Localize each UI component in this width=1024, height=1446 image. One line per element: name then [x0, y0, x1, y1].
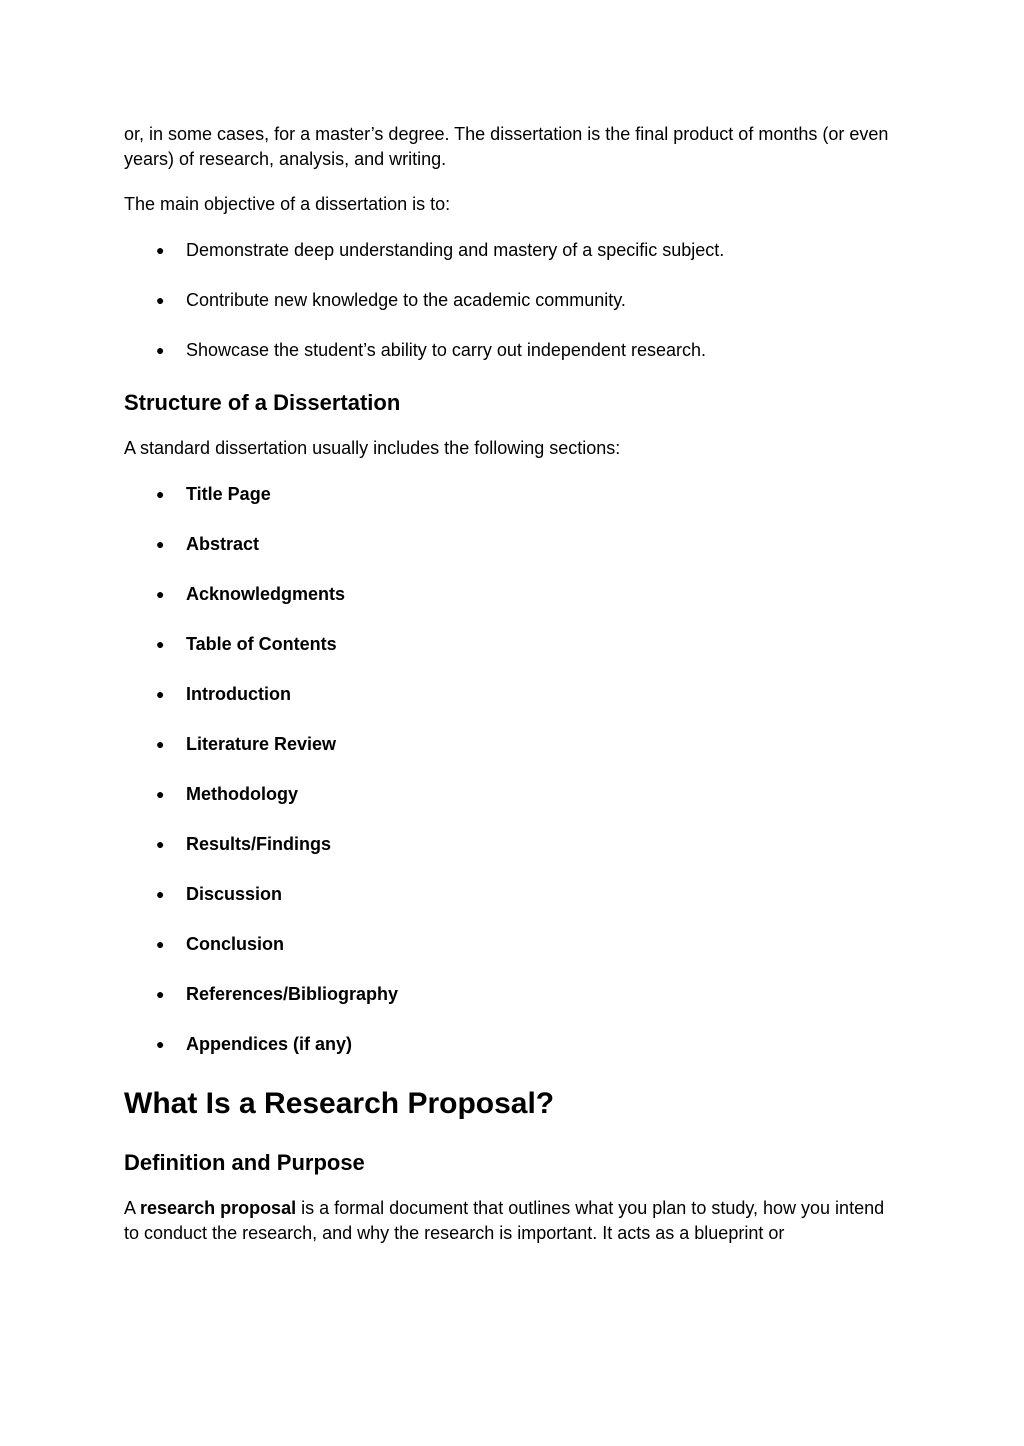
list-item: [124, 582, 894, 607]
document-page: [124, 122, 894, 1246]
bullet-icon: ●: [156, 636, 165, 652]
bullet-icon: ●: [156, 242, 165, 258]
list-item-text: Table of Contents: [186, 634, 337, 654]
list-item: [124, 632, 894, 657]
structure-heading: Structure of a Dissertation: [124, 390, 401, 415]
list-item-text: Literature Review: [186, 734, 337, 754]
definition-paragraph: [124, 1196, 894, 1246]
bullet-icon: ●: [156, 736, 165, 752]
list-item-text: Abstract: [186, 534, 260, 554]
bullet-icon: ●: [156, 786, 165, 802]
bullet-icon: ●: [156, 486, 165, 502]
list-item-text: Contribute new knowledge to the academic community.: [186, 290, 626, 310]
list-item: [124, 532, 894, 557]
objectives-list: [124, 238, 894, 363]
bullet-icon: ●: [156, 986, 165, 1002]
list-item: [124, 238, 894, 263]
list-item: [124, 782, 894, 807]
bullet-icon: ●: [156, 936, 165, 952]
list-item: [124, 288, 894, 313]
bullet-icon: ●: [156, 836, 165, 852]
definition-rest: is a formal document that outlines what you plan to study, how you intend to conduct the research, and why the research is important. It acts as a blueprint or: [124, 1198, 885, 1243]
list-item: [124, 1032, 894, 1057]
list-item: [124, 682, 894, 707]
list-item-text: Acknowledgments: [186, 584, 346, 604]
list-item: [124, 482, 894, 507]
bullet-icon: ●: [156, 686, 165, 702]
list-item-text: Conclusion: [186, 934, 284, 954]
list-item-text: Results/Findings: [186, 834, 332, 854]
proposal-heading: What Is a Research Proposal?: [124, 1087, 555, 1120]
bullet-icon: ●: [156, 886, 165, 902]
list-item: [124, 932, 894, 957]
intro-paragraph: or, in some cases, for a master’s degree. The dissertation is the final product of months (or even years) of research, analysis, and writing.: [124, 124, 889, 169]
list-item-text: Methodology: [186, 784, 298, 804]
list-item: [124, 982, 894, 1007]
definition-term: research proposal: [140, 1198, 297, 1218]
list-item-text: Showcase the student’s ability to carry out independent research.: [186, 340, 706, 360]
list-item: [124, 338, 894, 363]
definition-heading: Definition and Purpose: [124, 1150, 365, 1175]
list-item-text: Demonstrate deep understanding and mastery of a specific subject.: [186, 240, 725, 260]
bullet-icon: ●: [156, 536, 165, 552]
definition-prefix: A: [124, 1198, 141, 1218]
list-item: [124, 732, 894, 757]
list-item-text: Introduction: [186, 684, 291, 704]
list-item: [124, 832, 894, 857]
bullet-icon: ●: [156, 292, 165, 308]
objective-lead: The main objective of a dissertation is to:: [124, 194, 451, 214]
list-item-text: Appendices (if any): [186, 1034, 353, 1054]
sections-list: [124, 482, 894, 1057]
list-item-text: Title Page: [186, 484, 271, 504]
list-item-text: References/Bibliography: [186, 984, 399, 1004]
list-item-text: Discussion: [186, 884, 283, 904]
structure-lead: A standard dissertation usually includes the following sections:: [124, 438, 621, 458]
list-item: [124, 882, 894, 907]
bullet-icon: ●: [156, 586, 165, 602]
bullet-icon: ●: [156, 342, 165, 358]
bullet-icon: ●: [156, 1036, 165, 1052]
